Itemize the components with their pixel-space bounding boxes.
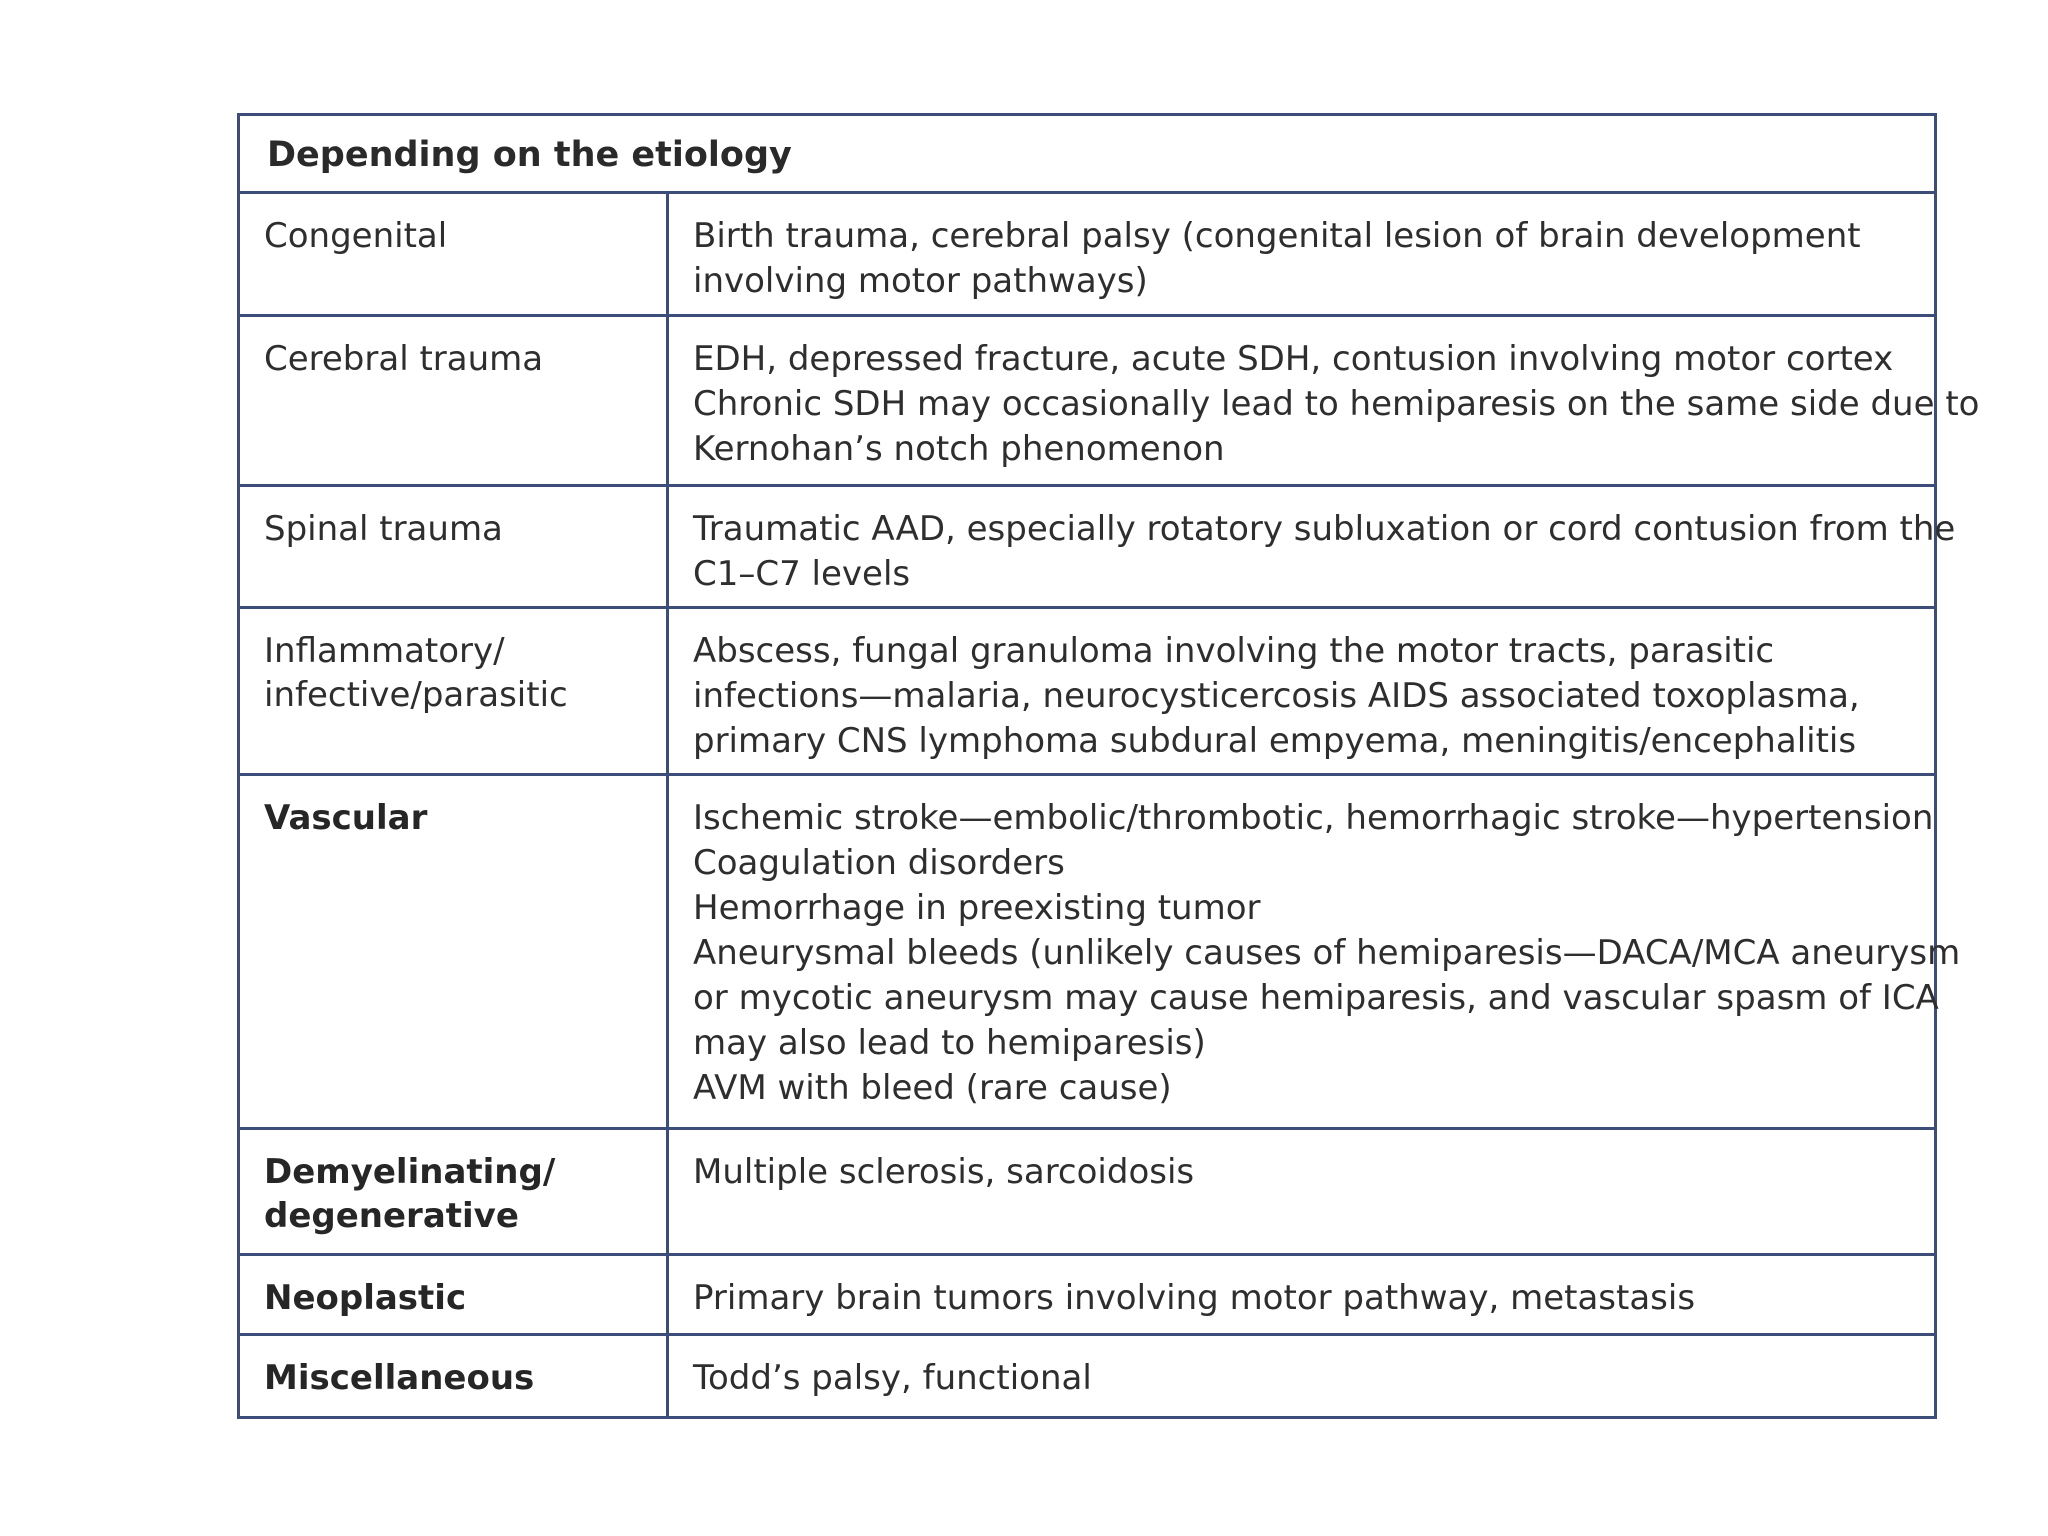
description-line: Kernohan’s notch phenomenon	[693, 429, 1225, 469]
description-line: Coagulation disorders	[693, 843, 1065, 883]
description-line: Birth trauma, cerebral palsy (congenital lesion of brain development	[693, 216, 1861, 256]
description-cell	[693, 1276, 1923, 1321]
description-line: Todd’s palsy, functional	[693, 1358, 1092, 1398]
description-line: may also lead to hemiparesis)	[693, 1023, 1206, 1063]
category-cell: Miscellaneous	[264, 1358, 535, 1398]
description-line: Aneurysmal bleeds (unlikely causes of hemiparesis—DACA/MCA aneurysm	[693, 933, 1961, 973]
table-title: Depending on the etiology	[240, 116, 1934, 194]
category-cell: Neoplastic	[264, 1278, 467, 1318]
description-cell	[693, 796, 1961, 1111]
description-line: primary CNS lymphoma subdural empyema, meningitis/encephalitis	[693, 721, 1857, 761]
description-line: EDH, depressed fracture, acute SDH, contusion involving motor cortex	[693, 339, 1894, 379]
table-row-demyelinating	[240, 1130, 1934, 1256]
description-cell	[693, 629, 1923, 764]
description-line: infections—malaria, neurocysticercosis AIDS associated toxoplasma,	[693, 676, 1860, 716]
description-line: Traumatic AAD, especially rotatory subluxation or cord contusion from the	[693, 509, 1956, 549]
table-row-congenital	[240, 194, 1934, 317]
description-cell	[693, 1356, 1923, 1401]
description-cell	[693, 214, 1923, 304]
description-line: Chronic SDH may occasionally lead to hemiparesis on the same side due to	[693, 384, 1980, 424]
etiology-table	[237, 113, 1980, 1419]
description-line: C1–C7 levels	[693, 554, 911, 594]
category-cell: Vascular	[264, 798, 428, 838]
description-line: Abscess, fungal granuloma involving the motor tracts, parasitic	[693, 631, 1775, 671]
table-row-cerebral-trauma	[240, 317, 1980, 487]
column-divider	[666, 194, 669, 1416]
description-line: Primary brain tumors involving motor pathway, metastasis	[693, 1278, 1696, 1318]
description-line: Ischemic stroke—embolic/thrombotic, hemorrhagic stroke—hypertension	[693, 798, 1934, 838]
category-cell: Demyelinating/ degenerative	[264, 1152, 556, 1236]
description-line: Hemorrhage in preexisting tumor	[693, 888, 1261, 928]
description-line: involving motor pathways)	[693, 261, 1148, 301]
table-row-vascular	[240, 776, 1961, 1130]
description-cell	[693, 507, 1956, 597]
table-row-inflammatory	[240, 609, 1934, 776]
category-cell: Inflammatory/ infective/parasitic	[264, 631, 568, 715]
category-cell: Spinal trauma	[264, 509, 503, 549]
description-line: AVM with bleed (rare cause)	[693, 1068, 1172, 1108]
category-cell: Congenital	[264, 216, 448, 256]
table-row-miscellaneous	[240, 1336, 1934, 1416]
description-line: Multiple sclerosis, sarcoidosis	[693, 1152, 1195, 1192]
description-cell	[693, 1150, 1923, 1195]
category-cell: Cerebral trauma	[264, 339, 544, 379]
table-row-spinal-trauma	[240, 487, 1956, 609]
table-row-neoplastic	[240, 1256, 1934, 1336]
description-cell	[693, 337, 1980, 472]
description-line: or mycotic aneurysm may cause hemiparesis, and vascular spasm of ICA	[693, 978, 1939, 1018]
